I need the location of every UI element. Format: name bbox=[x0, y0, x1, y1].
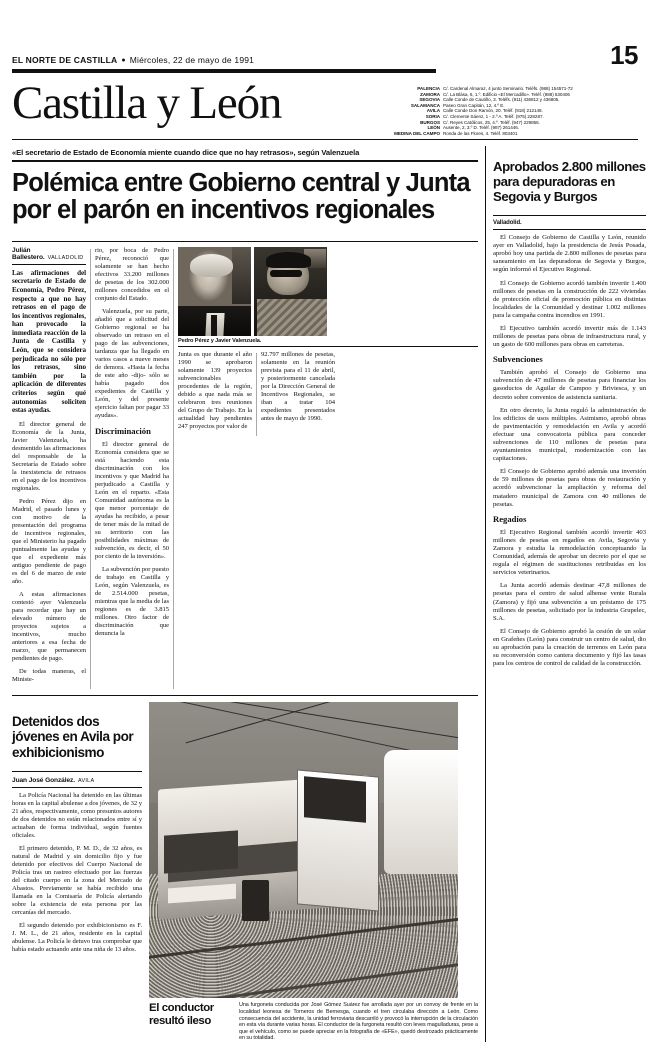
office-city: SALAMANCA bbox=[410, 102, 440, 108]
crash-photo-block bbox=[149, 702, 478, 1042]
office-address: Calle Conde Don Ramón, 20. Teléf. (918) 212148. bbox=[443, 108, 543, 114]
article-subhead: Discriminación bbox=[95, 425, 151, 436]
office-city: ZAMORA bbox=[420, 91, 440, 97]
portrait-photo-pair bbox=[178, 247, 478, 336]
photo-detail-hair bbox=[190, 254, 234, 277]
paragraph: El segundo detenido por exhibicionismo es F. J. M. L., de 21 años, residente en la capital abulense. La Policía le detuvo tras comprobar que había estado actuando ante una niña de 13 años. bbox=[12, 922, 142, 954]
right-place: Valladolid. bbox=[493, 220, 522, 227]
photo-detail-hair bbox=[266, 252, 311, 268]
article-column-3 bbox=[178, 247, 478, 689]
office-address: Ronda de las Flores, 4. Teléf. 803401 bbox=[443, 130, 518, 136]
article-body-2-bottom bbox=[95, 441, 169, 638]
headline-rule bbox=[12, 241, 478, 242]
paragraph: También aprobó el Consejo de Gobierno una subvención de 47 millones de pesetas para financiar los gasoductos de Aguilar de Campoo y Briviesca, y un decreto sobre convenios de asistencia sanitaria. bbox=[493, 369, 646, 401]
photo-pedro-perez bbox=[178, 247, 251, 336]
office-address: C/. La Blása, 6, 1.º. Edificio «El Mercadillo». Teléf. (988) 530406 bbox=[443, 91, 570, 97]
paragraph: El Ejecutivo Regional también acordó invertir 403 millones de pesetas en regadíos en Avila, Segovia y Zamora y estudia la remodelación conceptuando la Comunidad, además de aprobar un decreto por el que se regula el régimen de sustituciones retribuidas en los servicios veterinarios. bbox=[493, 528, 646, 577]
masthead-bar bbox=[12, 0, 638, 70]
byline-author: Julián Ballestero. bbox=[12, 246, 45, 261]
paragraph: El Consejo de Gobierno aprobó la cesión de un solar en Grafeñes (León) para construir un centro de salud, dio su aprobación para la creación de terrenos en León para su reconversión como cantera documento y fijó las tasas para los centros de control de calidad de la construcción. bbox=[493, 627, 646, 668]
paragraph: A estas afirmaciones contestó ayer Valenzuela para recordar que hay un elevado número de proyectos sujetos a incentivos, mucho anteriores a esa fecha de marzo, que permanecen pendientes de pago. bbox=[12, 590, 86, 662]
office-address: C/. Cardenal Almaraz, 4 junto Seminario. Teléfs. (988) 154571-72 bbox=[443, 86, 573, 91]
byline-rule bbox=[12, 787, 142, 788]
secondary-article-row bbox=[12, 702, 478, 1042]
office-address: C/. Clemente Sáenz, 1 - 2.º A. Teléf. (975) 228287. bbox=[443, 113, 544, 119]
column-separator bbox=[90, 249, 91, 689]
section-logo: Castilla y León bbox=[12, 77, 282, 129]
photo-detail-window bbox=[304, 777, 366, 824]
right-subhead-regadios: Regadíos bbox=[493, 513, 527, 524]
article-column-1 bbox=[12, 247, 86, 689]
paragraph: La Junta acordó además destinar 47,8 millones de pesetas para el centro de salud albense vente Rurala (Zamora) y fijó una subvención a un préstamo de 175 millones de pesetas, solicitado por la industria Grupelec, S.A. bbox=[493, 582, 646, 622]
paragraph: 92.797 millones de pesetas, solamente en la reunión prevista para el 11 de abril, y posteriormente cancelada por la Dirección General de Incentivos Regionales, se iban a tratar 104 expedientes presentados antes de mayo de 1990. bbox=[261, 350, 335, 422]
office-row bbox=[382, 131, 638, 137]
byline-rule bbox=[12, 264, 86, 265]
paragraph: Valenzuela, por su parte, añadió que a solicitud del Gobierno regional se ha observado un retraso en el pago de las subvenciones, tardanza que ha llegado en varios casos a nueve meses de demora. «Hasta la fecha de este año -dijo- sólo se había pagado dos expedientes de Castilla y León, y del presente ejercicio faltan por pagar 33 ayudas». bbox=[95, 307, 169, 419]
office-city: LEÓN bbox=[427, 125, 440, 131]
byline bbox=[12, 247, 86, 261]
photo-caption: Pedro Pérez y Javier Valenzuela. bbox=[178, 337, 262, 344]
main-article-columns bbox=[12, 247, 478, 689]
secondary-headline-rule bbox=[12, 771, 142, 772]
office-address: Paseo Gran Capitán, 12, 4.º E. bbox=[443, 102, 505, 108]
article-column-3a bbox=[178, 351, 252, 436]
photo-detail-train-wagon bbox=[384, 750, 458, 874]
paragraph: El Consejo de Gobierno acordó también invertir 1.400 millones de pesetas en la construcción de 222 viviendas de protección oficial de promoción pública en distintas localidades de la Comunidad y destinar 1.002 millones para la campaña contra incendios en 1991. bbox=[493, 279, 646, 319]
paragraph: Junta es que durante el año 1990 se aprobaron solamente 139 proyectos subvencionables procedentes de la región, debido a que nada más se celebraron tres reuniones del Grupo de Trabajo. En la actualidad hay pendientes 247 proyectos por valor de bbox=[178, 350, 252, 430]
article-lower-columns bbox=[178, 351, 478, 436]
office-address: C/. Reyes Católicos, 25, 4.º. Teléf. (947) 229856. bbox=[443, 119, 540, 125]
right-headline: Aprobados 2.800 millones para depuradoras en Segovia y Burgos bbox=[493, 159, 646, 205]
secondary-article bbox=[12, 702, 142, 1042]
photo-detail-tie bbox=[211, 315, 218, 336]
photo-caption-rule bbox=[178, 346, 478, 347]
paragraph: El primero detenido, P. M. D., de 32 años, es natural de Madrid y sin domicilio fijo y fue detenido por efectivos del Cuerpo Nacional de Policía tras un rastreo efectuado por las fuerzas del citado cuerpo en la zona del Mercado de Abastos. Previamente se había recibido una llamada en la Comisaría de Policía alertando sobre la existencia de esta persona por las cercanías del mercado. bbox=[12, 845, 142, 917]
office-address: Ausente, 2, 3.º D. Teléf. (987) 261446. bbox=[443, 125, 519, 131]
crash-caption-box bbox=[149, 1002, 478, 1042]
paper-name: EL NORTE DE CASTILLA bbox=[12, 55, 118, 65]
column-separator bbox=[173, 249, 174, 689]
vertical-rule bbox=[485, 146, 486, 1042]
byline-place: VALLADOLID bbox=[47, 254, 84, 261]
page-number: 15 bbox=[610, 40, 638, 70]
office-city: MEDINA DEL CAMPO bbox=[394, 130, 440, 136]
office-city: PALENCIA bbox=[417, 86, 440, 91]
secondary-body bbox=[12, 792, 142, 954]
photo-javier-valenzuela bbox=[254, 247, 327, 336]
left-block bbox=[12, 140, 478, 1042]
section-divider-rule bbox=[12, 695, 478, 697]
secondary-byline bbox=[12, 777, 142, 784]
right-headline-rule bbox=[493, 215, 646, 216]
right-subhead-subvenciones: Subvenciones bbox=[493, 354, 543, 365]
paragraph: En otro decreto, la Junta reguló la administración de los edificios de usos múltiples. Asimismo, aprobó obras de pavimentación y remodelación en Avila y acordó efectuar una convocatoria pública para conceder subvenciones de 110 millones de pesetas para ayuntamientos municipal, modernización con las capitaciones. bbox=[493, 406, 646, 463]
crash-caption-headline: El conductor resultó ileso bbox=[149, 1002, 214, 1028]
offices-list bbox=[382, 86, 638, 136]
photo-detail-glasses bbox=[270, 270, 302, 277]
section-logo-row bbox=[12, 75, 638, 136]
photo-detail-grille bbox=[164, 830, 238, 874]
office-city: SORIA bbox=[425, 113, 440, 119]
article-body-1 bbox=[12, 421, 86, 684]
column-separator bbox=[256, 353, 257, 436]
office-address: Calle Conde de Cautiño, 3. Teléfs. (911) 436812 y 436805. bbox=[443, 97, 560, 103]
page-grid bbox=[12, 140, 646, 1042]
photo-detail-wheel bbox=[242, 880, 270, 921]
paragraph: Pedro Pérez dijo en Madrid, el pasado lunes y con motivo de la presentación del programa de incentivos regionales, que el Ministerio ha pagado puntualmente las ayudas y que el expediente más antiguo pendiente de pago es del 6 de marzo de este año. bbox=[12, 497, 86, 585]
article-lede: Las afirmaciones del secretario de Estado de Economía, Pedro Pérez, respecto a que no hay retrasos en el pago de los incentivos regionales, han provocado la inmediata reacción de la Junta de Castilla y León, que se considera perjudicada no sólo por los retrasos, sino también por la aplicación de diferentes criterios según qué autonomías soliciten estas ayudas. bbox=[12, 268, 86, 415]
photo-background bbox=[232, 247, 251, 304]
bullet-separator-icon: ● bbox=[121, 57, 126, 64]
paragraph: El director general de Economía de la Junta, Javier Valenzuela, ha desmentido las afirmaciones del responsable de la Secretaría de Estado sobre la inexistencia de retrasos en el pago de los incentivos regionales. bbox=[12, 420, 86, 492]
dateline: Miércoles, 22 de mayo de 1991 bbox=[129, 55, 255, 65]
paragraph: El Consejo de Gobierno aprobó además una inversión de 59 millones de pesetas para obras de restauración y acordó subvencionar la ampliación y reforma del matadero municipal de Zamora con 40 millones de pesetas. bbox=[493, 468, 646, 508]
article-body-3a bbox=[178, 351, 252, 431]
paragraph: El director general de Economía considera que se está haciendo esta discriminación con los incentivos y que Madrid ha perjudicado a Castilla y León en el reparto. «Esta Comunidad autónoma es la que menor porcentaje de ayudas ha recibido, a pesar de tener más de la mitad de su territorio con las posibilidades máximas de subvención, es decir, el 50 por ciento de la inversión». bbox=[95, 440, 169, 560]
right-body-2 bbox=[493, 369, 646, 509]
right-body-3 bbox=[493, 529, 646, 669]
paragraph: rio, por boca de Pedro Pérez, reconoció que solamente se han hecho efectivos 33.200 millones de pesetas de los 302.000 millones concedidos en el conjunto del Estado. bbox=[95, 246, 169, 302]
article-column-2 bbox=[95, 247, 169, 689]
right-body-1 bbox=[493, 234, 646, 349]
photo-detail-sweater bbox=[257, 299, 327, 336]
right-column bbox=[493, 140, 646, 1042]
office-city: BURGOS bbox=[420, 119, 440, 125]
paragraph: La subvención por puesto de trabajo en Castilla y León, según Valenzuela, es de 2.514.000 pesetas, mientras que la media de las regiones es de 3.815 millones. Otro factor de discriminación que denuncia la bbox=[95, 565, 169, 637]
paragraph: De todas maneras, el Ministe- bbox=[12, 667, 86, 683]
office-city: AVILA bbox=[426, 108, 440, 114]
article-body-3b bbox=[261, 351, 335, 423]
article-body-2-top bbox=[95, 247, 169, 420]
byline-place: AVILA bbox=[77, 778, 95, 785]
masthead-left bbox=[12, 55, 254, 65]
photo-van-crash bbox=[149, 702, 458, 998]
crash-caption-text: Una furgoneta conducida por José Gómez Suárez fue arrollada ayer por un convoy de frente en la localidad leonesa de Torneros de Bernesga, cuando el tren circulaba dirección a León. Como consecuencia del accidente, la unidad ferroviaria descarriló y provocó la interrupción de la circulación en esta vía durante varias horas. El conductor de la furgoneta resultó con leves magulladuras, pese a que el vehículo, como se puede apreciar en la fotografía de «EFE», quedó destrozado prácticamente en su totalidad. bbox=[239, 1002, 478, 1042]
secondary-headline: Detenidos dos jóvenes en Avila por exhibicionismo bbox=[12, 713, 134, 760]
paragraph: El Consejo de Gobierno de Castilla y León, reunido ayer en Valladolid, bajo la presidencia de Jesús Posada, aprobó hoy una partida de 2.800 millones de pesetas para saneamiento en las depuradoras de Segovia y Burgos, según informó el Ejecutivo Regional. bbox=[493, 234, 646, 274]
right-place-rule bbox=[493, 229, 646, 230]
kicker-rule bbox=[12, 160, 478, 162]
main-headline: Polémica entre Gobierno central y Junta por el parón en incentivos regionales bbox=[12, 168, 470, 224]
paragraph: La Policía Nacional ha detenido en las últimas horas en la capital abulense a dos jóvenes, de 32 y 21 años, respectivamente, como presuntos autores de dos detenidos no están relacionados entre sí y actuaban de forma individual, según fuentes oficiales. bbox=[12, 792, 142, 840]
byline-author: Juan José González. bbox=[12, 777, 75, 785]
office-city: SEGOVIA bbox=[419, 97, 440, 103]
paragraph: El Ejecutivo también acordó invertir más de 1.143 millones de pesetas para obras de infraestructura rural, y un gasto de 600 millones para obras en carreteras. bbox=[493, 324, 646, 349]
masthead-thick-rule bbox=[12, 69, 436, 73]
article-column-3b bbox=[261, 351, 335, 436]
article-kicker: «El secretario de Estado de Economía miente cuando dice que no hay retrasos», según Valenzuela bbox=[12, 148, 360, 158]
